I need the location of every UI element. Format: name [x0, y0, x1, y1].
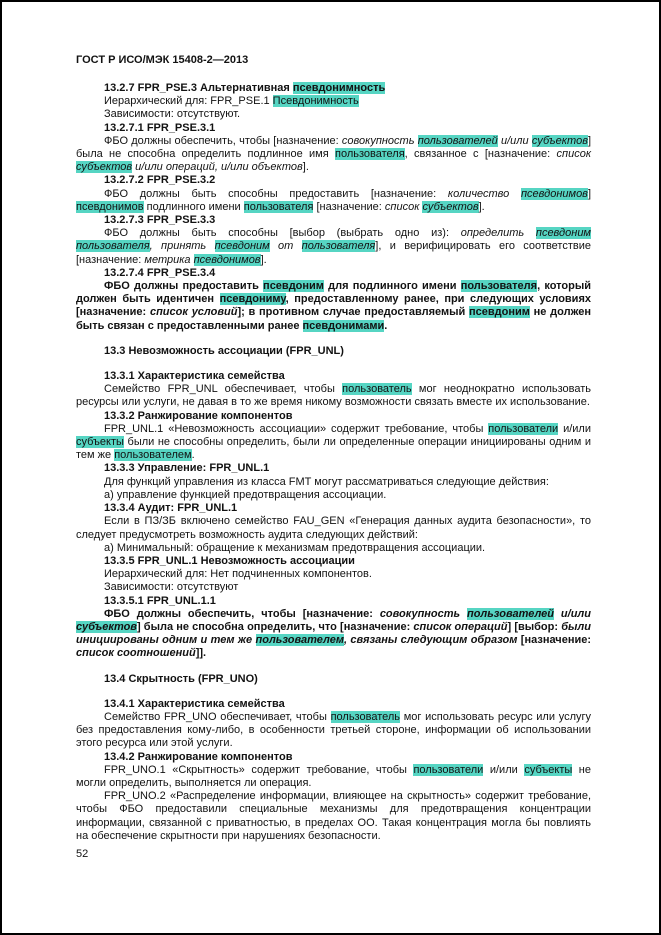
- text-segment: 13.2.7.1 FPR_PSE.3.1: [104, 121, 216, 134]
- paragraph: [76, 542, 591, 555]
- text-segment: ФБО должны быть способны [выбор (выбрать одно из):: [104, 227, 461, 240]
- text-segment: а) Минимальный: обращение к механизмам предотвращения ассоциации.: [104, 541, 486, 554]
- text-segment: 13.2.7 FPR_PSE.3 Альтернативная псевдонимность: [104, 82, 386, 94]
- text-segment: список соотношений: [76, 647, 196, 660]
- clause-heading: [76, 555, 591, 568]
- text-segment: 13.3.2 Ранжирование компонентов: [104, 409, 293, 422]
- text-segment: 13.4.2 Ранжирование компонентов: [104, 750, 293, 763]
- clause-heading: [76, 122, 591, 135]
- text-segment: 13.2.7.3 FPR_PSE.3.3: [104, 214, 216, 227]
- text-segment: Если в ПЗ/ЗБ включено семейство FAU_GEN «Генерация данных аудита безопасности», то следует предусмотреть возможность аудита следующих действий:: [76, 515, 591, 541]
- paragraph: [76, 280, 591, 333]
- text-segment: Зависимости: отсутствуют.: [104, 108, 241, 121]
- text-segment: ФБО должны обеспечить, чтобы [назначение:: [104, 134, 342, 147]
- clause-heading: [76, 82, 591, 95]
- text-segment: определить псевдоним пользователя, принять псевдоним от пользователя: [76, 227, 591, 253]
- search-highlight: пользователя: [301, 240, 376, 253]
- clause-heading: [76, 214, 591, 227]
- text-segment: список операций: [413, 620, 508, 633]
- clause-heading: [76, 267, 591, 280]
- clause-heading: [76, 174, 591, 187]
- search-highlight: псевдониму: [219, 293, 286, 306]
- clause-heading: [76, 698, 591, 711]
- search-highlight: пользователи: [488, 422, 559, 435]
- text-segment: 13.3.5 FPR_UNL.1 Невозможность ассоциации: [104, 554, 355, 567]
- clause-heading: [76, 410, 591, 423]
- search-highlight: пользователей: [417, 134, 498, 147]
- search-highlight: Псевдонимность: [272, 95, 359, 108]
- search-highlight: псевдоним: [214, 240, 270, 253]
- text-segment: FPR_UNO.2 «Распределение информации, влияющее на скрытность» содержит требование, чтобы ФБО предоставили специальные механизмы для предотвращения концентрации информации, связанной с приватностью, в пределах ОО. Такая концентрация могла бы повлиять на обеспечение скрытности при нарушениях безопасности.: [76, 790, 591, 842]
- text-segment: метрика псевдонимов: [144, 253, 261, 266]
- text-segment: 13.2.7.4 FPR_PSE.3.4: [104, 266, 216, 279]
- search-highlight: псевдоним: [469, 306, 530, 319]
- text-segment: 13.2.7.2 FPR_PSE.3.2: [104, 174, 216, 187]
- text-segment: FPR_UNO.1 «Скрытность» содержит требование, чтобы пользователи и/или субъекты не могли определить, выполняется ли операция.: [76, 763, 592, 789]
- search-highlight: псевдонимами: [302, 319, 385, 332]
- paragraph: [76, 95, 591, 108]
- search-highlight: пользователей: [466, 607, 555, 620]
- text-segment: ].: [260, 253, 267, 266]
- text-segment: ] [выбор:: [507, 620, 562, 633]
- text-segment: Иерархический для: FPR_PSE.1 Псевдонимность: [104, 95, 359, 108]
- text-segment: совокупность пользователей и/или субъектов: [76, 607, 591, 633]
- search-highlight: пользователя: [335, 148, 405, 161]
- text-segment: ] псевдонимов подлинного имени пользователя [назначение:: [76, 187, 591, 213]
- paragraph: [76, 423, 591, 463]
- text-segment: количество псевдонимов: [447, 187, 588, 200]
- search-highlight: пользователем: [255, 634, 344, 647]
- search-highlight: субъекты: [524, 763, 573, 776]
- text-segment: ФБО должны предоставить псевдоним для подлинного имени пользователя, который должен быть идентичен псевдониму, предоставленному ранее, при следующих условиях [назначение:: [76, 280, 591, 319]
- search-highlight: субъектов: [531, 134, 588, 147]
- text-segment: 13.3.3 Управление: FPR_UNL.1: [104, 462, 270, 475]
- document-content: [76, 82, 591, 843]
- text-segment: FPR_UNL.1 «Невозможность ассоциации» содержит требование, чтобы пользователи и/или субъекты были не способны определить, были ли определенные операции инициированы одним и тем же пользователем.: [76, 422, 591, 462]
- search-highlight: субъектов: [422, 200, 479, 213]
- paragraph: [76, 476, 591, 489]
- search-highlight: пользователя: [243, 200, 314, 213]
- search-highlight: пользователь: [342, 383, 412, 396]
- paragraph: [76, 790, 591, 843]
- paragraph: [76, 108, 591, 121]
- section-heading: [76, 345, 591, 358]
- search-highlight: субъектов: [76, 620, 137, 633]
- search-highlight: псевдоним: [263, 280, 324, 293]
- search-highlight: пользователь: [330, 710, 401, 723]
- text-segment: [назначение:: [517, 634, 591, 647]
- search-highlight: псевдонимов: [520, 187, 588, 200]
- paragraph: [76, 515, 591, 541]
- text-segment: ФБО должны быть способны предоставить [назначение:: [104, 187, 448, 200]
- text-segment: ] была не способна определить подлинное имя пользователя, связанное с [назначение:: [76, 134, 591, 161]
- paragraph: [76, 711, 591, 751]
- text-segment: Семейство FPR_UNL обеспечивает, чтобы пользователь мог неоднократно использовать ресурсы или услуги, не давая в то же время никому возможности связать вместе их использование.: [76, 383, 591, 409]
- paragraph: [76, 489, 591, 502]
- text-segment: ], и верифицировать его соответствие [назначение:: [76, 240, 591, 266]
- text-segment: ].: [302, 161, 309, 174]
- search-highlight: пользователи: [413, 763, 484, 776]
- text-segment: а) управление функцией предотвращения ассоциации.: [104, 488, 387, 501]
- search-highlight: псевдоним: [535, 227, 591, 240]
- text-segment: список условий: [149, 306, 238, 319]
- text-segment: 13.3.1 Характеристика семейства: [104, 370, 285, 383]
- text-segment: Зависимости: отсутствуют: [104, 581, 239, 594]
- section-heading: [76, 673, 591, 686]
- clause-heading: [76, 502, 591, 515]
- search-highlight: пользователя: [76, 240, 150, 253]
- paragraph: [76, 383, 591, 409]
- text-segment: 13.4.1 Характеристика семейства: [104, 697, 285, 710]
- text-segment: Иерархический для: Нет подчиненных компонентов.: [104, 568, 372, 581]
- paragraph: [76, 568, 591, 581]
- text-segment: совокупность пользователей и/или субъектов: [341, 134, 588, 147]
- text-segment: ] была не способна определить, что [назначение:: [136, 620, 414, 633]
- text-segment: были инициированы одним и тем же пользователем, связаны следующим образом: [76, 620, 591, 647]
- text-segment: Для функций управления из класса FMT могут рассматриваться следующие действия:: [104, 475, 549, 488]
- page-number: 52: [76, 847, 89, 860]
- search-highlight: субъекты: [76, 436, 124, 449]
- text-segment: 13.4 Скрытность (FPR_UNO): [104, 672, 258, 685]
- text-segment: ]].: [195, 647, 207, 660]
- search-highlight: псевдонимность: [292, 82, 386, 94]
- search-highlight: псевдонимов: [76, 200, 144, 213]
- paragraph: [76, 227, 591, 267]
- clause-heading: [76, 462, 591, 475]
- text-segment: список субъектов и/или операций, и/или объектов: [76, 148, 592, 174]
- clause-heading: [76, 595, 591, 608]
- paragraph: [76, 608, 591, 661]
- clause-heading: [76, 751, 591, 764]
- text-segment: ФБО должны обеспечить, чтобы [назначение:: [104, 607, 380, 620]
- text-segment: 13.3.5.1 FPR_UNL.1.1: [104, 594, 216, 607]
- search-highlight: псевдонимов: [193, 253, 261, 266]
- document-header: ГОСТ Р ИСО/МЭК 15408-2—2013: [76, 54, 249, 66]
- text-segment: ]; в противном случае предоставляемый псевдоним не должен быть связан с предоставленными ранее псевдонимами.: [76, 306, 592, 332]
- text-segment: Семейство FPR_UNO обеспечивает, чтобы пользователь мог использовать ресурс или услугу без предоставления кому-либо, в особенности третьей стороне, информации об использовании этого ресурса или этой услуги.: [76, 710, 592, 750]
- paragraph: [76, 135, 591, 175]
- search-highlight: субъектов: [76, 161, 133, 174]
- search-highlight: пользователя: [460, 280, 538, 293]
- search-highlight: пользователем: [114, 449, 192, 462]
- clause-heading: [76, 370, 591, 383]
- paragraph: [76, 764, 591, 790]
- text-segment: 13.3.4 Аудит: FPR_UNL.1: [104, 502, 238, 515]
- text-segment: 13.3 Невозможность ассоциации (FPR_UNL): [104, 344, 344, 357]
- paragraph: [76, 188, 591, 214]
- paragraph: [76, 581, 591, 594]
- text-segment: список субъектов: [384, 200, 479, 213]
- text-segment: ].: [478, 200, 485, 213]
